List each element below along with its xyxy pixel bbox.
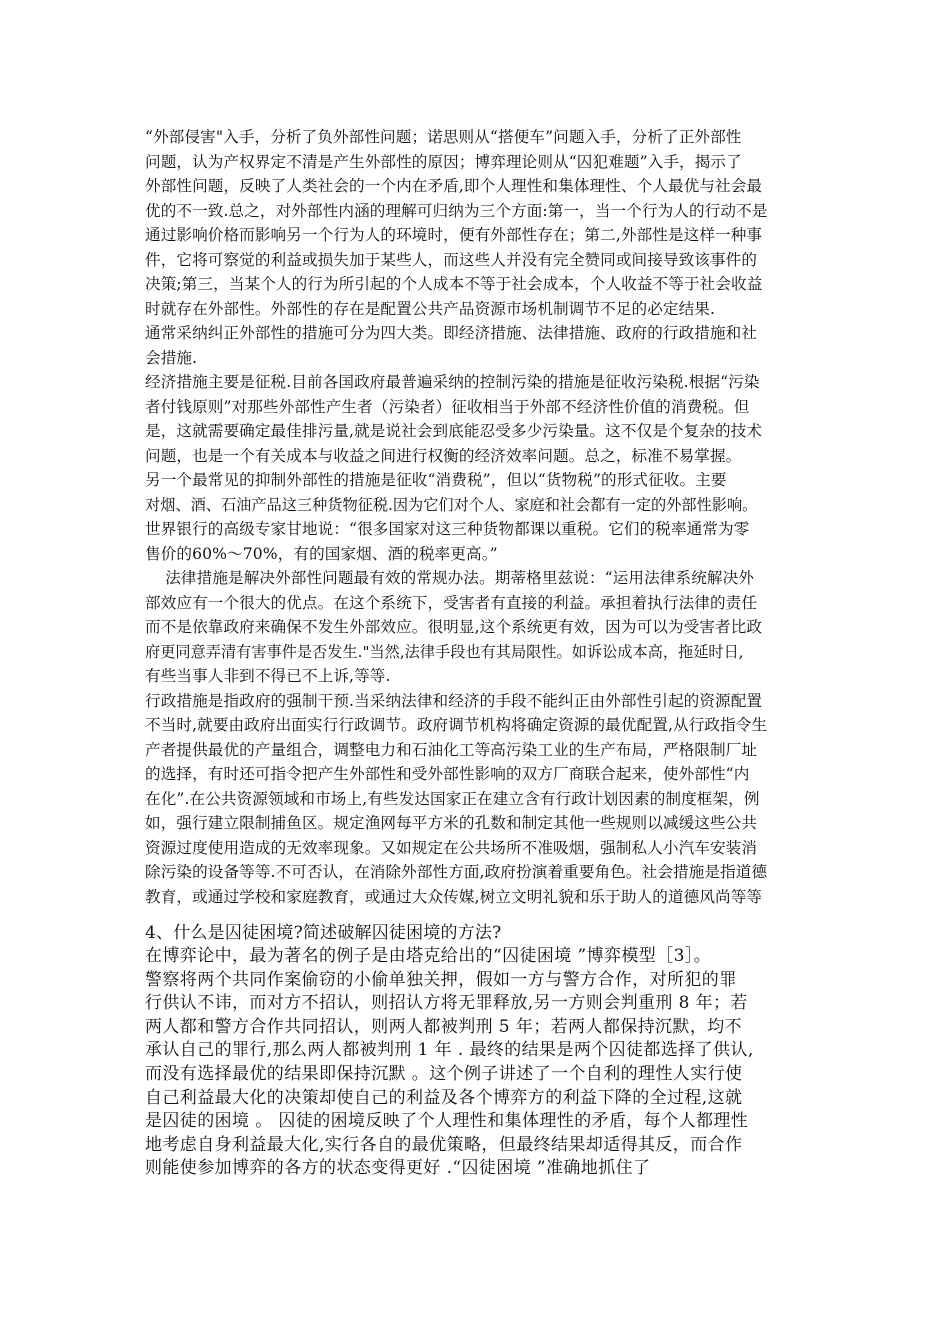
text-line: 的选择，有时还可指令把产生外部性和受外部性影响的双方厂商联合起来，使外部性“内 [145,765,750,783]
text-line: 地考虑自身利益最大化,实行各自的最优策略，但最终结果却适得其反，而合作 [145,1134,743,1155]
text-line: 而不是依靠政府来确保不发生外部效应。很明显,这个系统更有效，因为可以为受害者比政 [145,618,763,636]
section-heading: 4、什么是囚徒困境?简述破解囚徒困境的方法? [145,923,502,943]
text-line: 承认自己的罪行,那么两人都被判刑 1 年 . 最终的结果是两个囚徒都选择了供认, [145,1040,754,1061]
text-line: 自己利益最大化的决策却使自己的利益及各个博弈方的利益下降的全过程,这就 [145,1087,743,1108]
text-line: 不当时,就要由政府出面实行行政调节。政府调节机构将确定资源的最优配置,从行政指令生 [145,716,768,734]
text-line: 外部性问题，反映了人类社会的一个内在矛盾,即个人理性和集体理性、个人最优与社会最 [145,177,763,195]
text-line: 会措施. [145,348,198,367]
text-line: 另一个最常见的抑制外部性的措施是征收“消费税”，但以“货物税”的形式征收。主要 [145,471,727,489]
text-line: 产者提供最优的产量组合，调整电力和石油化工等高污染工业的生产布局，严格限制厂址 [145,740,758,759]
text-line: 是，这就需要确定最佳排污量,就是说社会到底能忍受多少污染量。这不仅是个复杂的技术 [145,422,763,440]
text-line: 部效应有一个很大的优点。在这个系统下，受害者有直接的利益。承担着执行法律的责任 [145,593,758,612]
text-line: 决策;第三，当某个人的行为所引起的个人成本不等于社会成本，个人收益不等于社会收益 [145,275,763,293]
text-line: 资源过度使用造成的无效率现象。又如规定在公共场所不准吸烟，强制私人小汽车安装消 [145,838,758,857]
text-line: 则能使参加博弈的各方的状态变得更好 .“囚徒困境 ”准确地抓住了 [145,1158,651,1179]
text-line: 问题，也是一个有关成本与收益之间进行权衡的经济效率问题。总之，标准不易掌握。 [145,446,742,465]
text-line: 时就存在外部性。外部性的存在是配置公共产品资源市场机制调节不足的必定结果. [145,299,716,318]
text-line: 件，它将可察觉的利益或损失加于某些人，而这些人并没有完全赞同或间接导致该事件的 [145,250,758,269]
text-line: 通常采纳纠正外部性的措施可分为四大类。即经济措施、法律措施、政府的行政措施和社 [145,324,758,342]
text-line: 在化”.在公共资源领域和市场上,有些发达国家正在建立含有行政计划因素的制度框架，例 [145,789,760,808]
text-line: 除污染的设备等等.不可否认，在消除外部性方面,政府扮演着重要角色。社会措施是指道德 [145,863,768,881]
section-prisoners-dilemma [145,922,845,1181]
text-line: 经济措施主要是征税.目前各国政府最普遍采纳的控制污染的措施是征收污染税.根据“污染 [145,373,760,391]
text-line: 在博弈论中，最为著名的例子是由塔克给出的“囚徒困境 ”博弈模型［3］。 [145,946,712,966]
text-line: 法律措施是解决外部性问题最有效的常规办法。期蒂格里兹说：“运用法律系统解决外 [145,569,754,587]
text-line: 售价的60%～70%，有的国家烟、酒的税率更高。” [145,544,498,563]
text-line: 行供认不讳，而对方不招认，则招认方将无罪释放,另一方则会判重刑 8 年；若 [145,993,748,1014]
text-line: “外部侵害"入手，分析了负外部性问题；诺思则从“搭便车”问题入手，分析了正外部性 [145,128,742,146]
text-line: 如，强行建立限制捕鱼区。规定渔网每平方米的孔数和制定其他一些规则以减缓这些公共 [145,814,758,832]
text-line: 优的不一致.总之，对外部性内涵的理解可归纳为三个方面:第一，当一个行为人的行动不是 [145,201,768,220]
text-line: 问题，认为产权界定不清是产生外部性的原因；博弈理论则从“囚犯难题”入手，揭示了 [145,152,742,171]
document-body-top [145,125,813,909]
text-line: 教育，或通过学校和家庭教育，或通过大众传媒,树立文明礼貌和乐于助人的道德风尚等等 [145,887,763,906]
text-line: 府更同意弄清有害事件是否发生."当然,法律手段也有其局限性。如诉讼成本高，拖延时日, [145,642,744,661]
text-line: 是囚徒的困境 。 囚徒的困境反映了个人理性和集体理性的矛盾，每个人都理性 [145,1111,749,1132]
text-line: 警察将两个共同作案偷窃的小偷单独关押，假如一方与警方合作，对所犯的罪 [145,969,737,990]
text-line: 两人都和警方合作共同招认，则两人都被判刑 5 年；若两人都保持沉默，均不 [145,1016,743,1037]
text-line: 者付钱原则”对那些外部性产生者（污染者）征收相当于外部不经济性价值的消费税。但 [145,397,750,416]
text-line: 对烟、酒、石油产品这三种货物征税.因为它们对个人、家庭和社会都有一定的外部性影响。 [145,495,758,514]
text-line: 而没有选择最优的结果即保持沉默 。这个例子讲述了一个自利的理性人实行使 [145,1063,743,1084]
text-line: 通过影响价格而影响另一个行为人的环境时，便有外部性存在；第二,外部性是这样一种事 [145,226,763,244]
text-line: 行政措施是指政府的强制干预.当采纳法律和经济的手段不能纠正由外部性引起的资源配置 [145,691,763,710]
text-line: 有些当事人非到不得已不上诉,等等. [145,667,391,685]
text-line: 世界银行的高级专家甘地说：“很多国家对这三种货物都课以重税。它们的税率通常为零 [145,520,750,538]
